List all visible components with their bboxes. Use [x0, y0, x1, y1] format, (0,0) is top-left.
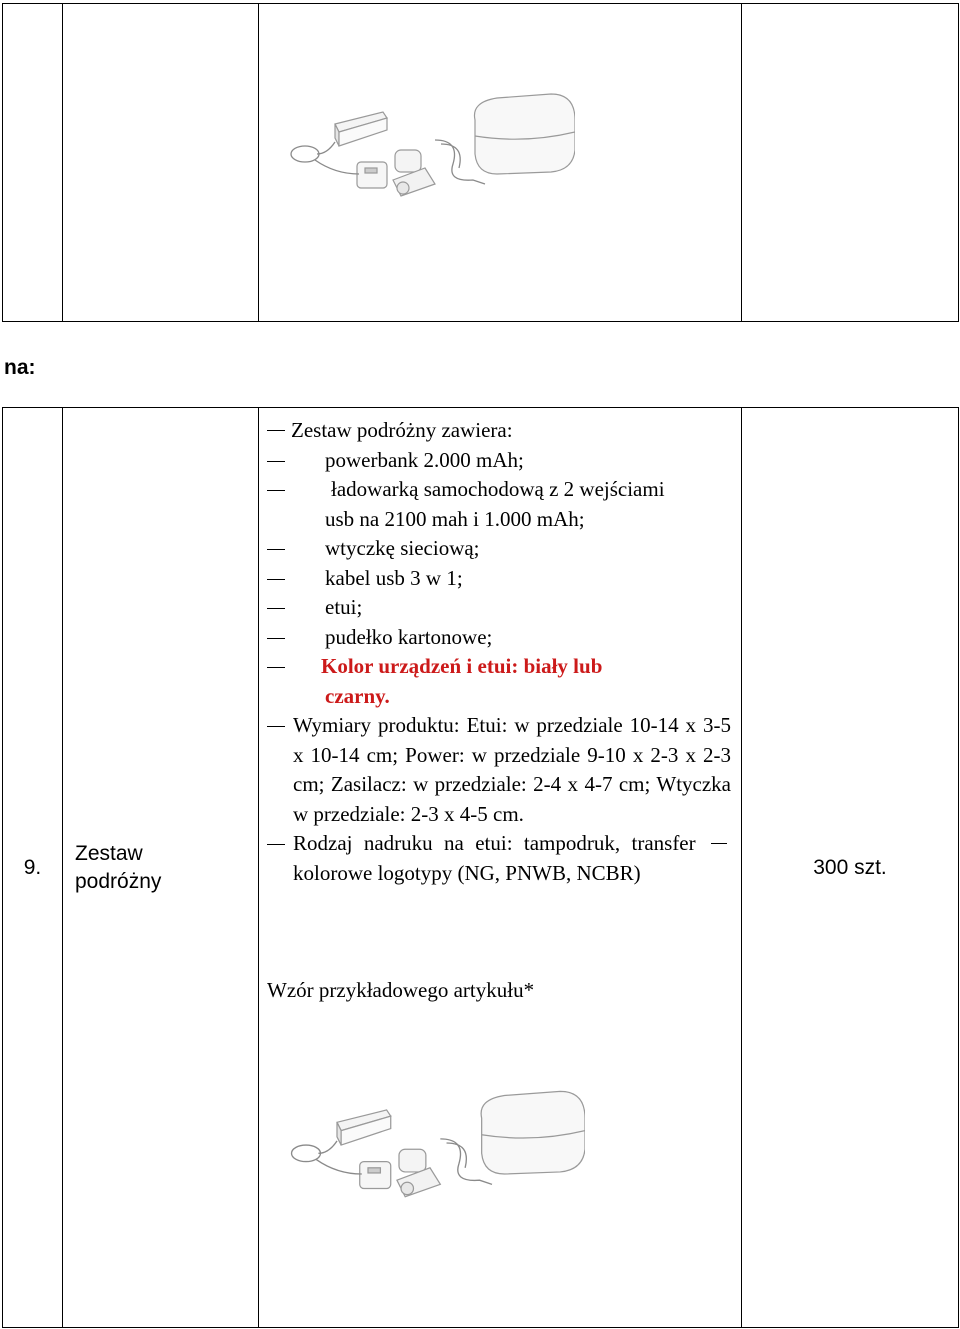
product-photo-travel-set: [275, 84, 575, 204]
product-photo-travel-set: [275, 1078, 585, 1208]
list-item: kabel usb 3 w 1;: [267, 564, 731, 594]
list-item-continuation: usb na 2100 mah i 1.000 mAh;: [325, 506, 585, 531]
cell-number-prev: [3, 4, 63, 322]
dash-bullet-icon: [267, 490, 285, 491]
previous-table-fragment: [2, 3, 959, 322]
sample-caption: Wzór przykładowego artykułu*: [267, 978, 535, 1002]
table-row: [3, 408, 959, 1328]
dash-bullet-icon: [267, 726, 285, 727]
dash-bullet-icon: [267, 461, 285, 462]
list-item: powerbank 2.000 mAh;: [267, 446, 731, 476]
item-name-text: Zestaw podróżny: [75, 841, 162, 893]
dash-bullet-icon: [267, 549, 285, 550]
cell-description-prev: [259, 4, 742, 322]
description-intro: Zestaw podróżny zawiera:: [267, 416, 731, 446]
dash-bullet-icon: [267, 667, 285, 668]
item-number: 9.: [3, 408, 63, 1328]
print-method-paragraph: Rodzaj nadruku na etui: tampodruk, transfer kolorowe logotypy (NG, PNWB, NCBR): [267, 829, 731, 888]
dash-bullet-icon: [267, 430, 285, 431]
dimensions-paragraph: Wymiary produktu: Etui: w przedziale 10-14 x 3-5 x 10-14 cm; Power: w przedziale 9-10 x 2-3 x 2-3 cm; Zasilacz: w przedziale: 2-4 x 4-7 cm; Wtyczka w przedziale: 2-3 x 4-5 cm.: [267, 711, 731, 829]
list-item: ładowarką samochodową z 2 wejściami: [267, 475, 731, 505]
cell-quantity-prev: [742, 4, 959, 322]
item-name: [63, 408, 259, 1328]
dash-bullet-icon: [267, 844, 285, 845]
list-item: pudełko kartonowe;: [267, 623, 731, 653]
dash-bullet-icon: [267, 638, 285, 639]
dash-separator-icon: [711, 843, 727, 844]
color-spec: Kolor urządzeń i etui: biały lub: [267, 652, 731, 682]
item-description-cell: [259, 408, 742, 1328]
dash-bullet-icon: [267, 608, 285, 609]
item-quantity: 300 szt.: [742, 408, 959, 1328]
list-item: etui;: [267, 593, 731, 623]
dash-bullet-icon: [267, 579, 285, 580]
list-item: wtyczkę sieciową;: [267, 534, 731, 564]
section-heading: na:: [4, 356, 36, 379]
color-spec-continuation: czarny.: [325, 683, 390, 708]
cell-name-prev: [63, 4, 259, 322]
order-table: [2, 407, 959, 1328]
